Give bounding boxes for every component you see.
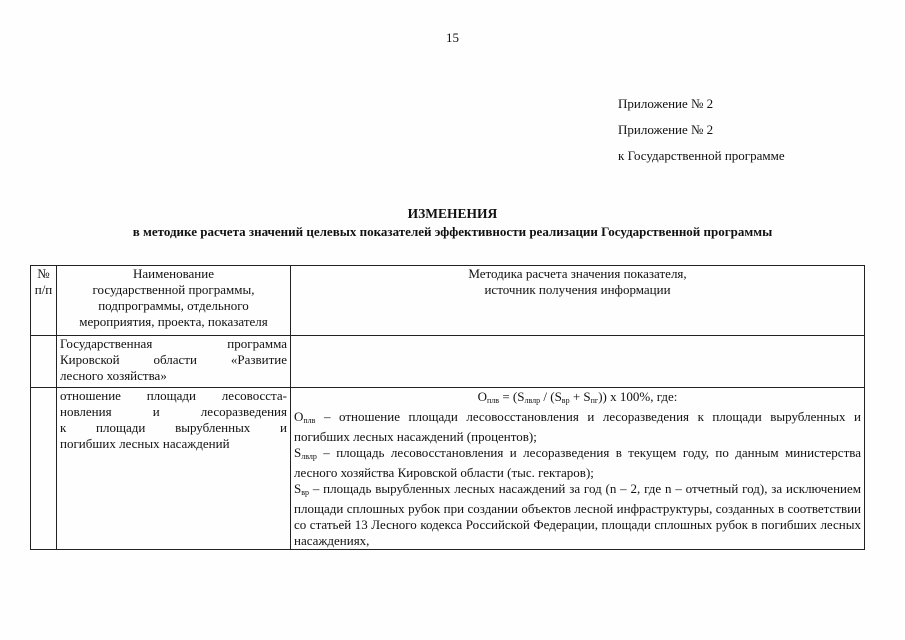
appendix-label-repeat: Приложение № 2: [618, 122, 714, 137]
header-number: [31, 266, 57, 336]
header-method-line: источник получения информации: [484, 282, 671, 297]
row-name-line: лесного хозяйства»: [60, 368, 167, 383]
row-number: [31, 336, 57, 388]
header-name: [57, 266, 291, 336]
document-title: ИЗМЕНЕНИЯ: [407, 206, 498, 221]
row-method: [291, 388, 865, 550]
header-name-line: Наименование: [133, 266, 214, 281]
header-name-line: подпрограммы, отдельного: [98, 298, 249, 313]
header-method-line: Методика расчета значения показателя,: [468, 266, 687, 281]
definition-text: – площадь вырубленных лесных насаждений за год (n – 2, где n – отчетный год), за исключением площади сплошных рубок при создании объектов лесной инфраструктуры, созданных в соответствии со статьей 13 Лесного кодекса Российской Федерации, площади сплошных рубок в погибших лесных насаждениях,: [294, 481, 861, 548]
definition-text: – площадь лесовосстановления и лесоразведения в текущем году, по данным министерства лесного хозяйства Кировской области (тыс. гектаров);: [294, 445, 861, 480]
appendix-label: Приложение № 2: [618, 96, 714, 111]
header-name-line: государственной программы,: [92, 282, 255, 297]
definition-sub: вр: [301, 488, 310, 497]
definition-symbol: О: [294, 409, 304, 424]
row-name-line: новления и лесоразведения: [60, 404, 287, 419]
formula-sub: плв: [487, 396, 500, 405]
formula-sub: пг: [590, 396, 599, 405]
header-number-sign: №: [37, 266, 50, 281]
formula-sub: вр: [561, 396, 570, 405]
definition-sub: плв: [303, 416, 316, 425]
definition-symbol: S: [294, 481, 302, 496]
header-method: [291, 266, 865, 336]
row-name-line: отношение площади лесовосста-: [60, 388, 287, 403]
definition-symbol: S: [294, 445, 302, 460]
document-subtitle: в методике расчета значений целевых показателей эффективности реализации Государственной программы: [132, 224, 773, 239]
formula-part: + S: [569, 389, 591, 404]
changes-table: [30, 265, 865, 550]
appendix-target: к Государственной программе: [618, 148, 785, 163]
table-row: [31, 388, 865, 550]
row-name: [57, 388, 291, 550]
row-name-line: Кировской области «Развитие: [60, 352, 287, 367]
formula-sub: лвлр: [524, 396, 541, 405]
definition: [294, 481, 861, 549]
formula-part: )) х 100%, где:: [598, 389, 678, 404]
table-header-row: [31, 266, 865, 336]
formula-part: О: [477, 389, 488, 404]
row-name-line: погибших лесных насаждений: [60, 436, 230, 451]
row-name-line: к площади вырубленных и: [60, 420, 287, 435]
header-name-line: мероприятия, проекта, показателя: [79, 314, 268, 329]
definition: [294, 445, 861, 481]
row-number: [31, 388, 57, 550]
definition: [294, 409, 861, 445]
formula: [294, 388, 861, 409]
formula-part: = (S: [499, 389, 525, 404]
formula-part: / (S: [540, 389, 562, 404]
row-method: [291, 336, 865, 388]
page-number: 15: [446, 30, 459, 45]
table-row: [31, 336, 865, 388]
definition-sub: лвлр: [301, 452, 317, 461]
header-number-abbr: п/п: [34, 282, 53, 297]
definition-text: – отношение площади лесовосстановления и лесоразведения к площади вырубленных и погибших лесных насаждений (процентов);: [294, 409, 861, 444]
row-name-line: Государственная программа: [60, 336, 287, 351]
row-name: [57, 336, 291, 388]
